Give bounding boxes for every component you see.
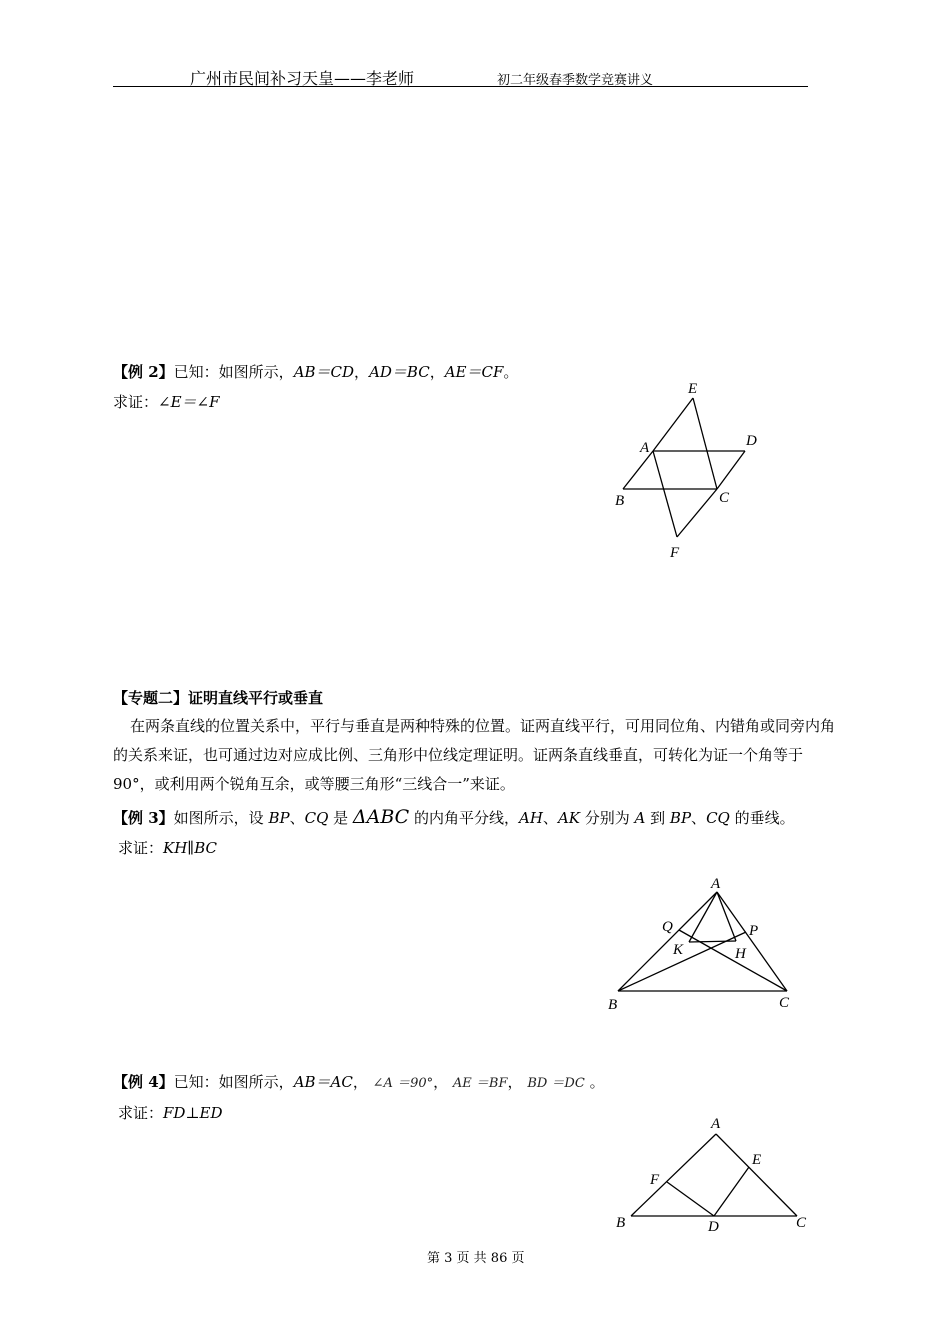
label-c: C: [779, 995, 790, 1011]
segment-ac: [716, 1134, 797, 1216]
ex4-figure: [605, 1110, 815, 1240]
ex3-prove-label: 求证：: [118, 839, 164, 857]
label-f: F: [670, 545, 680, 561]
ex4-sep: ，: [352, 1073, 368, 1091]
ex4-sep: ，: [433, 1073, 449, 1091]
label-c: C: [719, 490, 730, 506]
topic2-paragraph: 在两条直线的位置关系中，平行与垂直是两种特殊的位置。证两直线平行，可用同位角、内错角或同旁内角的关系来证，也可通过边对应成比例、三角形中位线定理证明。证两条直线垂直，可转化为证一个角等于 90°，或利用两个锐角互余，或等腰三角形“三线合一”来证。: [113, 717, 836, 793]
ex4-cond-1: AB＝AC: [293, 1073, 353, 1091]
segment-cd: [717, 451, 745, 489]
segment-ah: [717, 892, 736, 941]
ex3-ah: AH: [519, 809, 543, 827]
ex3-triangle: ΔABC: [352, 806, 410, 828]
segment-af: [653, 451, 677, 537]
ex2-tag: 【例 2】: [113, 363, 174, 381]
segment-ea: [653, 398, 693, 451]
ex3-bp: BP: [268, 809, 290, 827]
ex3-text: 到: [645, 809, 670, 827]
ex4-cond-4: BD ＝DC: [527, 1076, 585, 1091]
segment-ab: [631, 1134, 716, 1216]
label-c: C: [796, 1215, 807, 1231]
ex3-given: [113, 806, 795, 828]
ex4-given: [113, 1071, 605, 1092]
label-a: A: [711, 876, 721, 892]
ex3-ak: AK: [557, 809, 580, 827]
ex2-sep: ，: [429, 363, 445, 381]
ex4-prove: [118, 1102, 223, 1123]
ex3-text: 是: [328, 809, 353, 827]
segment-ab: [623, 451, 653, 489]
label-a: A: [711, 1116, 721, 1132]
ex2-intro: 已知：如图所示，: [173, 363, 294, 381]
ex3-text: 如图所示，设: [173, 809, 269, 827]
segment-cq: [679, 930, 787, 991]
ex2-cond-3: AE＝CF: [444, 363, 504, 381]
ex3-sep: 、: [691, 809, 707, 827]
ex3-bp: BP: [669, 809, 692, 827]
label-k: K: [673, 942, 684, 958]
label-p: P: [749, 923, 759, 939]
ex3-figure: [600, 870, 800, 1020]
ex3-sep: 、: [289, 809, 305, 827]
ex2-prove: [113, 391, 220, 412]
ex4-tag: 【例 4】: [113, 1073, 174, 1091]
segment-fd: [667, 1182, 714, 1216]
ex2-figure: [600, 375, 770, 565]
topic2-title: 【专题二】证明直线平行或垂直: [113, 689, 324, 707]
label-e: E: [688, 381, 698, 397]
ex3-sep: 、: [542, 809, 558, 827]
segment-kh: [689, 941, 736, 942]
ex2-given: [113, 361, 518, 382]
ex4-text: 已知：如图所示，: [173, 1073, 294, 1091]
label-f: F: [650, 1172, 660, 1188]
label-h: H: [735, 946, 746, 962]
ex3-tag: 【例 3】: [113, 809, 174, 827]
segment-ec: [693, 398, 717, 489]
page-footer: 第 3 页 共 86 页: [427, 1251, 525, 1266]
ex3-cq: CQ: [304, 809, 329, 827]
label-b: B: [615, 493, 625, 509]
ex4-cond-2: ∠A ＝90°: [372, 1076, 434, 1091]
ex3-cq: CQ: [706, 809, 730, 827]
ex4-prove-label: 求证：: [118, 1104, 164, 1122]
ex3-text: 的内角平分线，: [409, 809, 519, 827]
label-d: D: [746, 433, 757, 449]
label-b: B: [616, 1215, 626, 1231]
ex2-cond-2: AD＝BC: [369, 363, 430, 381]
ex4-cond-3: AE ＝BF: [452, 1076, 508, 1091]
segment-de: [714, 1167, 749, 1216]
ex2-prove-label: 求证：: [113, 393, 159, 411]
ex2-sep: ，: [354, 363, 370, 381]
ex3-text: 的垂线。: [729, 809, 795, 827]
header-rule: [113, 86, 808, 87]
ex2-prove-stmt: ∠E＝∠F: [158, 393, 220, 411]
ex4-sep: ，: [507, 1073, 523, 1091]
ex2-cond-1: AB＝CD: [293, 363, 355, 381]
label-b: B: [608, 997, 618, 1013]
header-title: 广州市民间补习天皇——李老师: [190, 69, 415, 88]
label-a: A: [640, 440, 650, 456]
ex2-end: 。: [503, 363, 519, 381]
ex3-prove-stmt: KH∥BC: [163, 839, 218, 857]
label-e: E: [752, 1152, 762, 1168]
label-q: Q: [662, 919, 673, 935]
ex4-prove-stmt: FD⊥ED: [163, 1104, 223, 1122]
label-d: D: [708, 1219, 719, 1235]
ex3-prove: [118, 837, 217, 858]
segment-ak: [689, 892, 717, 942]
ex3-a: A: [634, 809, 646, 827]
header-subtitle: 初二年级春季数学竞赛讲义: [497, 73, 654, 88]
ex4-end: 。: [589, 1073, 605, 1091]
ex3-text: 分别为: [579, 809, 635, 827]
segment-cf: [677, 489, 717, 537]
